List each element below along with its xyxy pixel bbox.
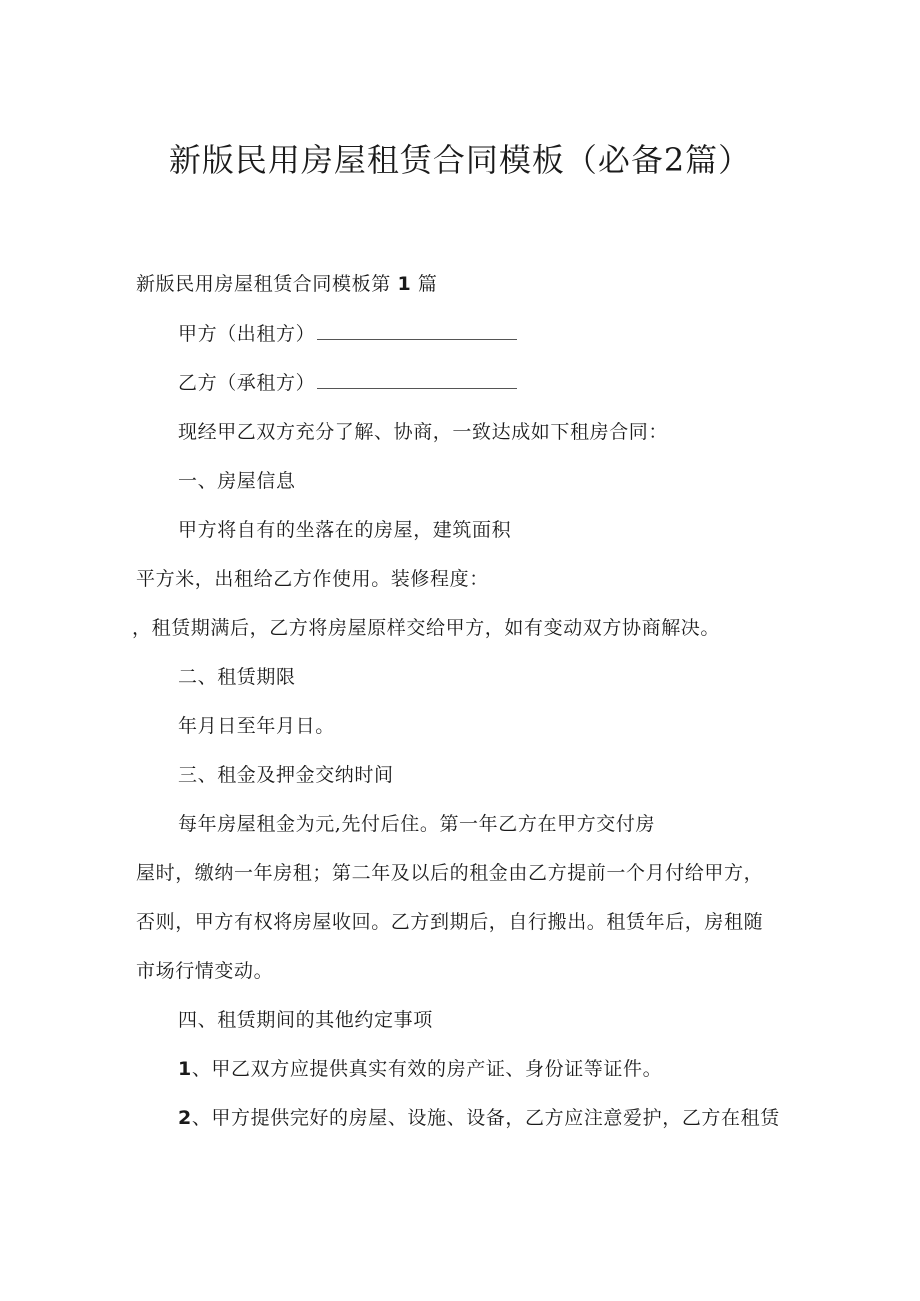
section-3-line-4: 市场行情变动。 (136, 960, 274, 982)
section-3-line-1: 每年房屋租金为元,先付后住。第一年乙方在甲方交付房 (178, 813, 656, 835)
section-3-title: 三、租金及押金交纳时间 (178, 764, 394, 786)
item-1-number: 1 (178, 1058, 192, 1080)
section-1-line-2: 平方米，出租给乙方作使用。装修程度： (136, 568, 489, 590)
section-3-line-3: 否则，甲方有权将房屋收回。乙方到期后，自行搬出。租赁年后，房租随 (136, 911, 764, 933)
party-b-blank (317, 370, 517, 389)
party-b-label: 乙方（承租方） (178, 372, 316, 394)
intro-paragraph: 现经甲乙双方充分了解、协商，一致达成如下租房合同： (178, 421, 669, 443)
section-2-title: 二、租赁期限 (178, 666, 296, 688)
subtitle-number: 1 (397, 273, 412, 295)
item-2-number: 2 (178, 1107, 192, 1129)
section-1-title: 一、房屋信息 (178, 470, 296, 492)
section-1-line-1: 甲方将自有的坐落在的房屋，建筑面积 (178, 519, 512, 541)
subtitle-suffix: 篇 (417, 273, 438, 295)
document-title: 新版民用房屋租赁合同模板（必备2篇） (168, 141, 752, 179)
section-3-line-2: 屋时，缴纳一年房租；第二年及以后的租金由乙方提前一个月付给甲方， (136, 862, 764, 884)
section-4-title: 四、租赁期间的其他约定事项 (178, 1009, 433, 1031)
party-a-blank (317, 321, 517, 340)
subtitle-text: 新版民用房屋租赁合同模板第 (136, 273, 391, 295)
item-1-text: 、甲乙双方应提供真实有效的房产证、身份证等证件。 (191, 1058, 663, 1080)
item-1 (178, 1055, 662, 1083)
item-2 (178, 1104, 780, 1132)
party-a-label: 甲方（出租方） (178, 323, 316, 345)
party-b-line (178, 369, 517, 397)
section-2-line-1: 年月日至年月日。 (178, 715, 335, 737)
section-1-line-3: ，租赁期满后，乙方将房屋原样交给甲方，如有变动双方协商解决。 (132, 617, 721, 639)
subtitle (136, 270, 438, 298)
party-a-line (178, 320, 517, 348)
item-2-text: 、甲方提供完好的房屋、设施、设备，乙方应注意爱护，乙方在租赁 (191, 1107, 780, 1129)
